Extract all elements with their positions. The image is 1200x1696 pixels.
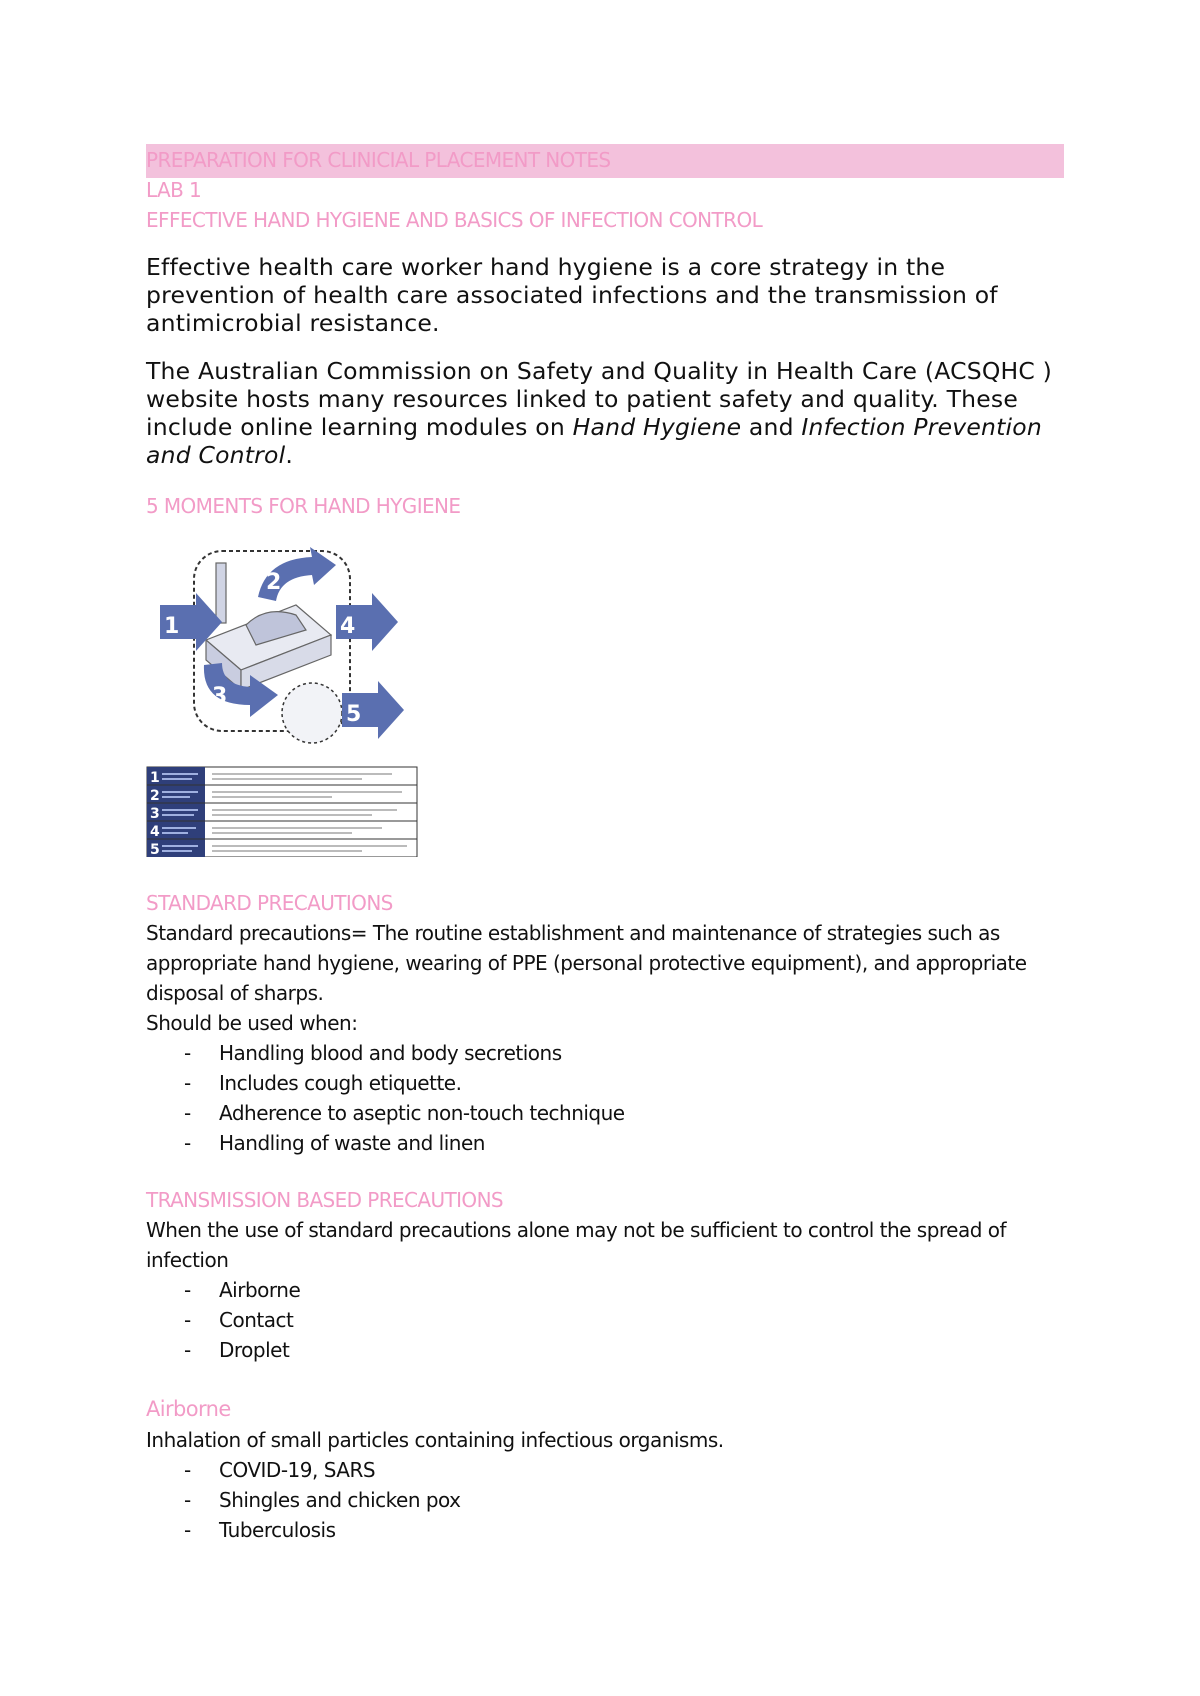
- hand-hygiene-emphasis: Hand Hygiene: [572, 413, 742, 441]
- transmission-types-list: [146, 1275, 1076, 1365]
- airborne-text: Inhalation of small particles containing infectious organisms.: [146, 1428, 724, 1452]
- airborne-heading: Airborne: [146, 1397, 231, 1421]
- list-item: - Airborne: [146, 1275, 1076, 1305]
- list-item: - Handling blood and body secretions: [146, 1038, 1076, 1068]
- list-item: - Adherence to aseptic non-touch technique: [146, 1098, 1076, 1128]
- svg-text:3: 3: [150, 806, 160, 822]
- svg-text:5: 5: [346, 702, 362, 727]
- moment-5-arrow: [342, 681, 404, 739]
- standard-precautions-heading: STANDARD PRECAUTIONS: [146, 891, 393, 915]
- svg-text:2: 2: [150, 788, 160, 804]
- intro-paragraph-1: Effective health care worker hand hygiene is a core strategy in the prevention of health care associated infections and the transmission of antimicrobial resistance.: [146, 253, 998, 337]
- standard-precautions-text: Standard precautions= The routine establishment and maintenance of strategies such as appropriate hand hygiene, wearing of PPE (personal protective equipment), and appropriate disposal of sharps.: [146, 921, 1027, 1005]
- moments-legend-table: [147, 767, 417, 857]
- lab-heading: LAB 1: [146, 178, 202, 202]
- infection-control-emphasis: Infection Prevention and Control: [146, 413, 1042, 469]
- svg-text:4: 4: [340, 614, 356, 639]
- moments-heading: 5 MOMENTS FOR HAND HYGIENE: [146, 494, 461, 518]
- list-item: - Tuberculosis: [146, 1515, 1076, 1545]
- transmission-precautions-text: When the use of standard precautions alone may not be sufficient to control the spread of infection: [146, 1218, 1007, 1272]
- list-item: - COVID-19, SARS: [146, 1455, 1076, 1485]
- svg-text:3: 3: [212, 684, 228, 709]
- transmission-precautions-section: [146, 1215, 1076, 1365]
- environment-zoom-circle: [282, 683, 342, 743]
- para2-text-mid: and: [741, 413, 802, 441]
- para2-text-start: The Australian Commission on Safety and Quality in Health Care (ACSQHC ) website hosts many resources linked to patient safety and quality. These include online learning modules on: [146, 357, 1053, 441]
- svg-text:4: 4: [150, 824, 160, 840]
- airborne-examples-list: [146, 1455, 1076, 1545]
- standard-precautions-list: [146, 1038, 1076, 1158]
- svg-text:2: 2: [266, 570, 282, 595]
- svg-text:1: 1: [150, 770, 160, 786]
- list-item: - Shingles and chicken pox: [146, 1485, 1076, 1515]
- transmission-precautions-heading: TRANSMISSION BASED PRECAUTIONS: [146, 1188, 504, 1212]
- standard-precautions-section: [146, 918, 1076, 1158]
- section-subtitle: EFFECTIVE HAND HYGIENE AND BASICS OF INFECTION CONTROL: [146, 208, 763, 232]
- five-moments-diagram: [146, 545, 418, 857]
- should-be-used-label: Should be used when:: [146, 1011, 358, 1035]
- svg-text:1: 1: [164, 614, 180, 639]
- list-item: - Handling of waste and linen: [146, 1128, 1076, 1158]
- list-item: - Includes cough etiquette.: [146, 1068, 1076, 1098]
- moment-4-arrow: [336, 593, 398, 651]
- document-title: PREPARATION FOR CLINICIAL PLACEMENT NOTES: [146, 148, 611, 172]
- moment-2-arrow: [258, 547, 336, 601]
- list-item: - Contact: [146, 1305, 1076, 1335]
- intro-paragraph-2: [146, 357, 1066, 469]
- airborne-section: [146, 1425, 1076, 1545]
- svg-text:5: 5: [150, 842, 160, 857]
- list-item: - Droplet: [146, 1335, 1076, 1365]
- para2-text-end: .: [285, 441, 294, 469]
